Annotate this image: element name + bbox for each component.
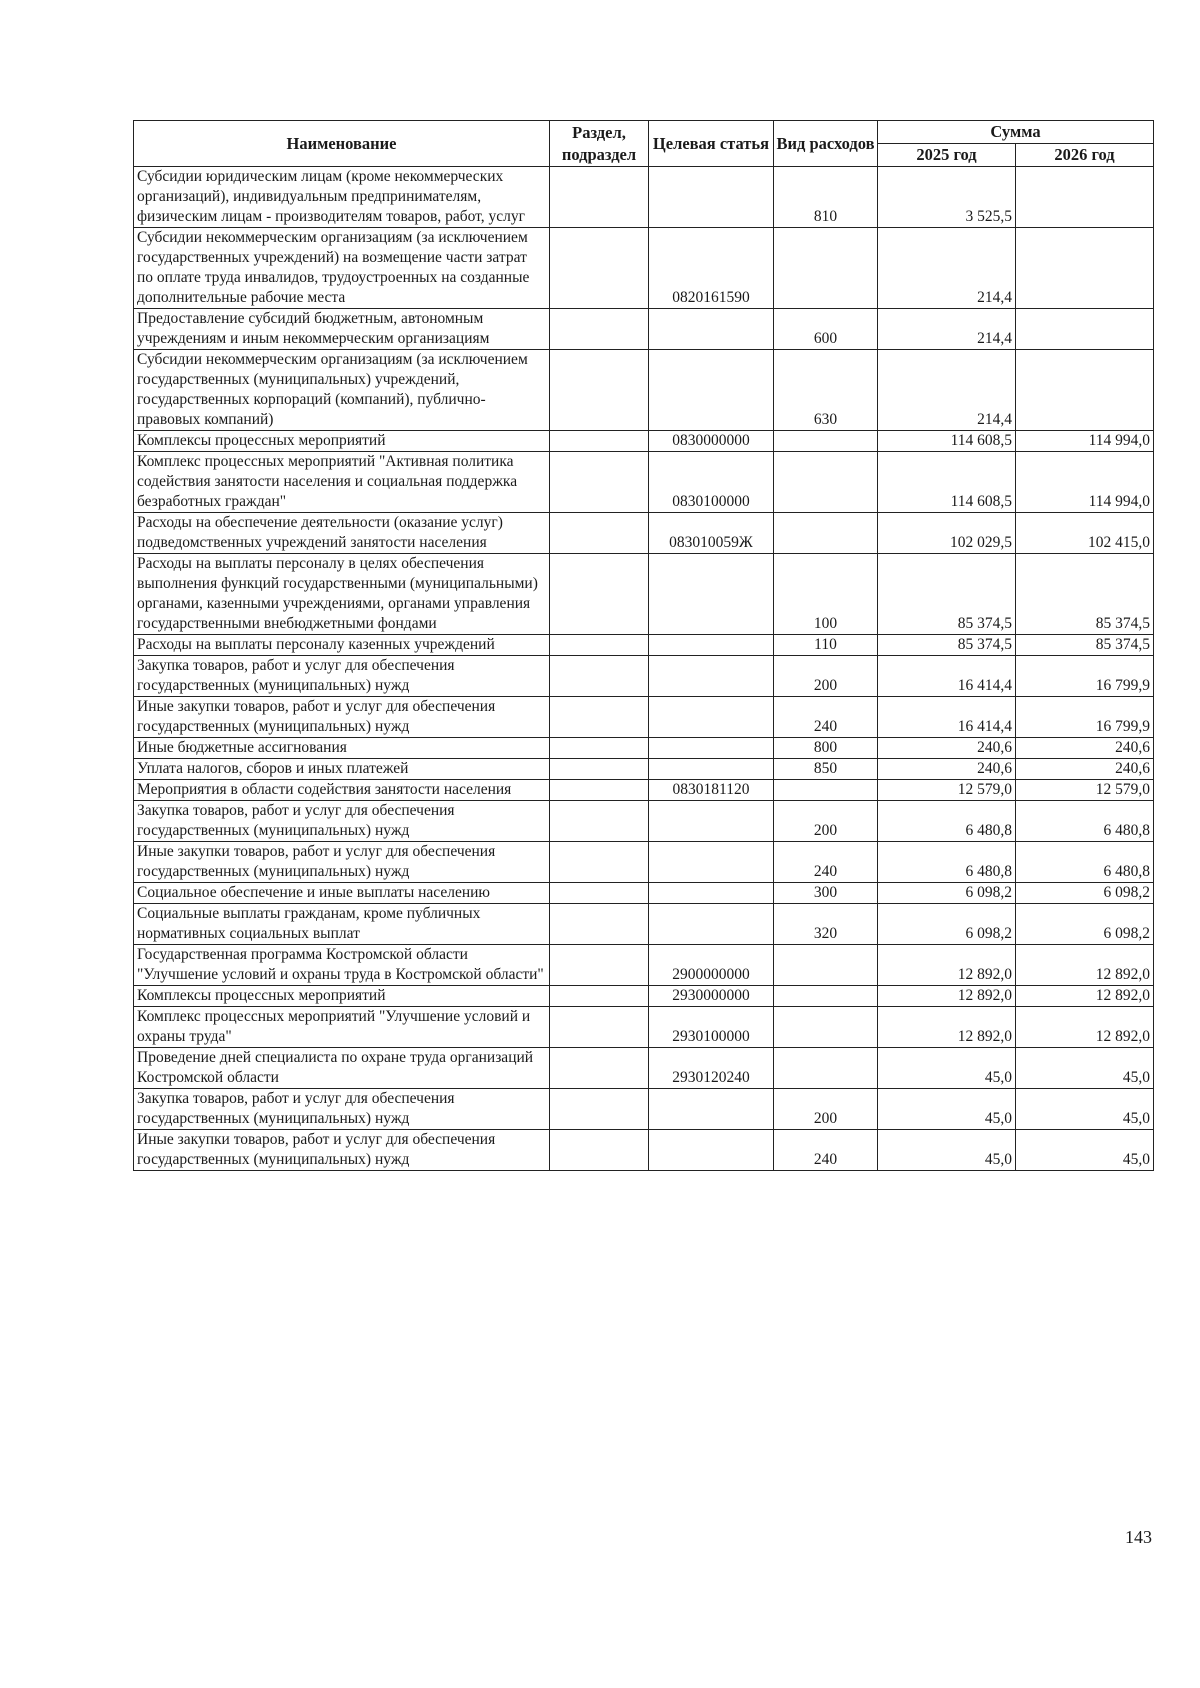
cell-name: Государственная программа Костромской области "Улучшение условий и охраны труда в Костромской области" xyxy=(134,945,550,986)
cell-section xyxy=(550,1089,649,1130)
cell-section xyxy=(550,554,649,635)
table-row xyxy=(134,167,1154,228)
cell-kind: 100 xyxy=(774,554,878,635)
table-row xyxy=(134,759,1154,780)
cell-section xyxy=(550,635,649,656)
table-row xyxy=(134,697,1154,738)
page-number: 143 xyxy=(1125,1527,1152,1547)
cell-2026: 16 799,9 xyxy=(1016,697,1154,738)
cell-section xyxy=(550,801,649,842)
cell-target xyxy=(649,656,774,697)
cell-2026: 102 415,0 xyxy=(1016,513,1154,554)
cell-section xyxy=(550,309,649,350)
cell-kind: 850 xyxy=(774,759,878,780)
cell-name: Проведение дней специалиста по охране труда организаций Костромской области xyxy=(134,1048,550,1089)
cell-2025: 45,0 xyxy=(878,1048,1016,1089)
cell-name: Расходы на выплаты персоналу в целях обеспечения выполнения функций государственными (муниципальными) органами, казенными учреждениями, органами управления государственными внебюджетными фондами xyxy=(134,554,550,635)
cell-name: Закупка товаров, работ и услуг для обеспечения государственных (муниципальных) нужд xyxy=(134,656,550,697)
cell-2025: 240,6 xyxy=(878,738,1016,759)
cell-kind xyxy=(774,452,878,513)
cell-name: Комплексы процессных мероприятий xyxy=(134,431,550,452)
cell-2026: 45,0 xyxy=(1016,1130,1154,1171)
cell-target xyxy=(649,883,774,904)
cell-target: 0830181120 xyxy=(649,780,774,801)
cell-2025: 214,4 xyxy=(878,350,1016,431)
table-row xyxy=(134,431,1154,452)
column-header-kind: Вид расходов xyxy=(774,121,878,167)
cell-name: Комплекс процессных мероприятий "Улучшение условий и охраны труда" xyxy=(134,1007,550,1048)
table-row xyxy=(134,309,1154,350)
cell-section xyxy=(550,656,649,697)
cell-target: 083010059Ж xyxy=(649,513,774,554)
column-header-section: Раздел, подраздел xyxy=(550,121,649,167)
table-row xyxy=(134,350,1154,431)
cell-2026: 12 579,0 xyxy=(1016,780,1154,801)
cell-2026 xyxy=(1016,350,1154,431)
cell-section xyxy=(550,759,649,780)
cell-kind xyxy=(774,986,878,1007)
cell-section xyxy=(550,1130,649,1171)
cell-2026: 240,6 xyxy=(1016,738,1154,759)
cell-name: Мероприятия в области содействия занятости населения xyxy=(134,780,550,801)
cell-target xyxy=(649,309,774,350)
table-row xyxy=(134,883,1154,904)
table-row xyxy=(134,554,1154,635)
cell-kind: 630 xyxy=(774,350,878,431)
cell-2026: 12 892,0 xyxy=(1016,1007,1154,1048)
cell-name: Закупка товаров, работ и услуг для обеспечения государственных (муниципальных) нужд xyxy=(134,1089,550,1130)
cell-name: Комплексы процессных мероприятий xyxy=(134,986,550,1007)
cell-2025: 85 374,5 xyxy=(878,554,1016,635)
cell-target xyxy=(649,167,774,228)
cell-name: Иные закупки товаров, работ и услуг для обеспечения государственных (муниципальных) нужд xyxy=(134,697,550,738)
cell-kind: 600 xyxy=(774,309,878,350)
cell-kind xyxy=(774,513,878,554)
cell-section xyxy=(550,513,649,554)
cell-section xyxy=(550,842,649,883)
cell-section xyxy=(550,986,649,1007)
table-body xyxy=(134,167,1154,1171)
cell-name: Субсидии некоммерческим организациям (за исключением государственных (муниципальных) учреждений, государственных корпораций (компаний), публично-правовых компаний) xyxy=(134,350,550,431)
cell-target xyxy=(649,842,774,883)
table-row xyxy=(134,842,1154,883)
cell-2026: 114 994,0 xyxy=(1016,431,1154,452)
cell-name: Субсидии юридическим лицам (кроме некоммерческих организаций), индивидуальным предпринимателям, физическим лицам - производителям товаров, работ, услуг xyxy=(134,167,550,228)
cell-2026 xyxy=(1016,309,1154,350)
table-row xyxy=(134,1130,1154,1171)
cell-target: 0830100000 xyxy=(649,452,774,513)
cell-kind: 320 xyxy=(774,904,878,945)
cell-2025: 85 374,5 xyxy=(878,635,1016,656)
cell-kind: 800 xyxy=(774,738,878,759)
cell-2025: 6 098,2 xyxy=(878,883,1016,904)
column-header-2026: 2026 год xyxy=(1016,144,1154,167)
cell-kind xyxy=(774,780,878,801)
cell-target xyxy=(649,759,774,780)
cell-section xyxy=(550,945,649,986)
cell-target xyxy=(649,738,774,759)
cell-2025: 16 414,4 xyxy=(878,697,1016,738)
cell-2026 xyxy=(1016,228,1154,309)
cell-2026: 85 374,5 xyxy=(1016,635,1154,656)
cell-kind xyxy=(774,1007,878,1048)
cell-section xyxy=(550,904,649,945)
table-header xyxy=(134,121,1154,167)
cell-section xyxy=(550,1007,649,1048)
budget-table xyxy=(133,120,1154,1171)
cell-section xyxy=(550,431,649,452)
table-row xyxy=(134,801,1154,842)
cell-2025: 3 525,5 xyxy=(878,167,1016,228)
cell-target: 0830000000 xyxy=(649,431,774,452)
cell-2025: 16 414,4 xyxy=(878,656,1016,697)
cell-target xyxy=(649,635,774,656)
table-row xyxy=(134,738,1154,759)
cell-kind: 240 xyxy=(774,1130,878,1171)
cell-section xyxy=(550,452,649,513)
cell-2025: 214,4 xyxy=(878,228,1016,309)
cell-name: Субсидии некоммерческим организациям (за исключением государственных учреждений) на возмещение части затрат по оплате труда инвалидов, трудоустроенных на созданные дополнительные рабочие места xyxy=(134,228,550,309)
column-header-target: Целевая статья xyxy=(649,121,774,167)
table-row xyxy=(134,1048,1154,1089)
cell-kind: 200 xyxy=(774,656,878,697)
cell-2026: 6 480,8 xyxy=(1016,842,1154,883)
column-header-name: Наименование xyxy=(134,121,550,167)
cell-name: Социальные выплаты гражданам, кроме публичных нормативных социальных выплат xyxy=(134,904,550,945)
cell-kind xyxy=(774,228,878,309)
column-header-2025: 2025 год xyxy=(878,144,1016,167)
cell-target xyxy=(649,350,774,431)
cell-section xyxy=(550,780,649,801)
cell-section xyxy=(550,350,649,431)
cell-target xyxy=(649,904,774,945)
cell-section xyxy=(550,1048,649,1089)
cell-name: Расходы на обеспечение деятельности (оказание услуг) подведомственных учреждений занятости населения xyxy=(134,513,550,554)
cell-2026: 240,6 xyxy=(1016,759,1154,780)
cell-2026: 12 892,0 xyxy=(1016,986,1154,1007)
cell-2025: 6 098,2 xyxy=(878,904,1016,945)
cell-name: Иные закупки товаров, работ и услуг для обеспечения государственных (муниципальных) нужд xyxy=(134,842,550,883)
cell-kind: 200 xyxy=(774,1089,878,1130)
cell-section xyxy=(550,738,649,759)
cell-target: 2930120240 xyxy=(649,1048,774,1089)
cell-name: Предоставление субсидий бюджетным, автономным учреждениям и иным некоммерческим организациям xyxy=(134,309,550,350)
cell-kind: 110 xyxy=(774,635,878,656)
cell-2025: 6 480,8 xyxy=(878,842,1016,883)
cell-2026: 114 994,0 xyxy=(1016,452,1154,513)
table-row xyxy=(134,904,1154,945)
cell-kind xyxy=(774,1048,878,1089)
cell-target xyxy=(649,801,774,842)
cell-2026: 6 480,8 xyxy=(1016,801,1154,842)
cell-2025: 12 892,0 xyxy=(878,986,1016,1007)
cell-name: Иные бюджетные ассигнования xyxy=(134,738,550,759)
cell-name: Социальное обеспечение и иные выплаты населению xyxy=(134,883,550,904)
cell-target xyxy=(649,1130,774,1171)
cell-section xyxy=(550,228,649,309)
cell-2025: 45,0 xyxy=(878,1130,1016,1171)
table-row xyxy=(134,1007,1154,1048)
table-row xyxy=(134,452,1154,513)
cell-target: 2930100000 xyxy=(649,1007,774,1048)
cell-2025: 114 608,5 xyxy=(878,452,1016,513)
table-row xyxy=(134,1089,1154,1130)
cell-name: Уплата налогов, сборов и иных платежей xyxy=(134,759,550,780)
cell-2026: 85 374,5 xyxy=(1016,554,1154,635)
cell-2026: 16 799,9 xyxy=(1016,656,1154,697)
cell-name: Закупка товаров, работ и услуг для обеспечения государственных (муниципальных) нужд xyxy=(134,801,550,842)
cell-2025: 240,6 xyxy=(878,759,1016,780)
cell-kind: 300 xyxy=(774,883,878,904)
column-header-sum: Сумма xyxy=(878,121,1154,144)
cell-target xyxy=(649,1089,774,1130)
cell-kind xyxy=(774,431,878,452)
cell-2025: 12 892,0 xyxy=(878,1007,1016,1048)
cell-section xyxy=(550,697,649,738)
table-row xyxy=(134,945,1154,986)
table-row xyxy=(134,513,1154,554)
cell-2025: 12 892,0 xyxy=(878,945,1016,986)
cell-2025: 102 029,5 xyxy=(878,513,1016,554)
cell-name: Расходы на выплаты персоналу казенных учреждений xyxy=(134,635,550,656)
cell-2025: 45,0 xyxy=(878,1089,1016,1130)
cell-kind: 810 xyxy=(774,167,878,228)
table-row xyxy=(134,656,1154,697)
cell-2026: 6 098,2 xyxy=(1016,883,1154,904)
cell-2025: 6 480,8 xyxy=(878,801,1016,842)
cell-kind xyxy=(774,945,878,986)
cell-kind: 200 xyxy=(774,801,878,842)
table-row xyxy=(134,228,1154,309)
cell-section xyxy=(550,883,649,904)
cell-target xyxy=(649,554,774,635)
cell-2025: 214,4 xyxy=(878,309,1016,350)
cell-name: Комплекс процессных мероприятий "Активная политика содействия занятости населения и социальная поддержка безработных граждан" xyxy=(134,452,550,513)
cell-kind: 240 xyxy=(774,697,878,738)
cell-2026: 45,0 xyxy=(1016,1048,1154,1089)
cell-target: 0820161590 xyxy=(649,228,774,309)
cell-section xyxy=(550,167,649,228)
cell-2025: 114 608,5 xyxy=(878,431,1016,452)
cell-target: 2900000000 xyxy=(649,945,774,986)
cell-2026 xyxy=(1016,167,1154,228)
cell-2026: 12 892,0 xyxy=(1016,945,1154,986)
cell-kind: 240 xyxy=(774,842,878,883)
cell-target xyxy=(649,697,774,738)
cell-2026: 6 098,2 xyxy=(1016,904,1154,945)
table-row xyxy=(134,986,1154,1007)
table-row xyxy=(134,780,1154,801)
cell-2026: 45,0 xyxy=(1016,1089,1154,1130)
table-row xyxy=(134,635,1154,656)
cell-target: 2930000000 xyxy=(649,986,774,1007)
cell-2025: 12 579,0 xyxy=(878,780,1016,801)
cell-name: Иные закупки товаров, работ и услуг для обеспечения государственных (муниципальных) нужд xyxy=(134,1130,550,1171)
